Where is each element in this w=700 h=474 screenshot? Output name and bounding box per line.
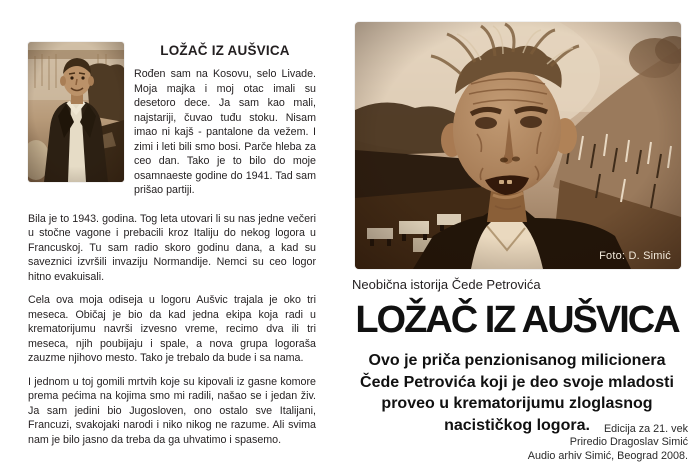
kicker: Neobična istorija Čede Petrovića bbox=[352, 277, 541, 292]
left-page-intro-column bbox=[134, 42, 316, 207]
body-paragraph-4: I jednom u toj gomili mrtvih koje su kipovali iz gasne komore prema pećima na kojima smo mi radili, našao se i jedan živ. Ja sam jedini bio Jugosloven, ono ostalo sve Italijani, Francuzi, svakojaki narodi i niko nikog ne razume. Ali svima nam je bilo jasno da treba da ga uhvatimo i spasemo. bbox=[28, 375, 316, 446]
edition-credits bbox=[346, 423, 688, 463]
body-paragraph-3: Cela ova moja odiseja u logoru Aušvic trajala je oko tri meseca. Običaj je bio da kad jedna ekipa koja radi u krematorijumu navrši izvesno vreme, recimo dva ili tri meseca, njih poubijaju i spale, a nova grupa logoraša zauzme njihovo mesto. Tako je trebalo da bude i sa nama. bbox=[28, 294, 316, 364]
body-paragraph-1: Rođen sam na Kosovu, selo Livade. Moja majka i moj otac imali su desetoro dece. Ja sam kao mali, najstariji, čuvao tuđu stoku. Nisam imao ni kajš - pantalone da vežem. I zimi i leti bili smo bosi. Parče hleba za ceo dan. Tako je to bilo do moje osamnaeste godine do 1941. Tad sam prišao partiji. bbox=[134, 68, 316, 196]
portrait-photo-small bbox=[28, 42, 124, 182]
credit-line: Priredio Dragoslav Simić bbox=[569, 436, 688, 449]
left-page-top-row bbox=[28, 42, 316, 207]
portrait-photo-large bbox=[355, 22, 681, 269]
left-page-title: LOŽAČ IZ AUŠVICA bbox=[160, 43, 290, 58]
body-paragraph-2: Bila je to 1943. godina. Tog leta utovari li su nas jedne večeri u stočne vagone i prebacili kroz Italiju do nekog logora u Francuskoj. Tu sam radio skoro godinu dana, a kad su saveznici izvršili invaziju Normandije. Nemci su ceo logor hitno evakuisali. bbox=[28, 212, 316, 283]
subtitle-line: nacističkog logora. bbox=[444, 416, 590, 434]
subtitle-line: proveo u krematorijumu zloglasnog bbox=[381, 395, 653, 412]
credit-line: Audio arhiv Simić, Beograd 2008. bbox=[527, 449, 688, 462]
main-title: LOŽAČ IZ AUŠVICA bbox=[355, 299, 679, 341]
photo-credit: Foto: D. Simić bbox=[599, 250, 671, 262]
portrait-photo-small-art bbox=[28, 42, 124, 182]
subtitle-line: Čede Petrovića koji je deo svoje mladosti bbox=[360, 373, 674, 391]
subtitle-line: Ovo je priča penzionisanog milicionera bbox=[368, 352, 666, 369]
left-page-body bbox=[28, 212, 316, 448]
portrait-photo-large-art bbox=[355, 22, 681, 269]
left-page bbox=[28, 42, 316, 456]
credit-line: Edicija za 21. vek bbox=[603, 423, 688, 435]
